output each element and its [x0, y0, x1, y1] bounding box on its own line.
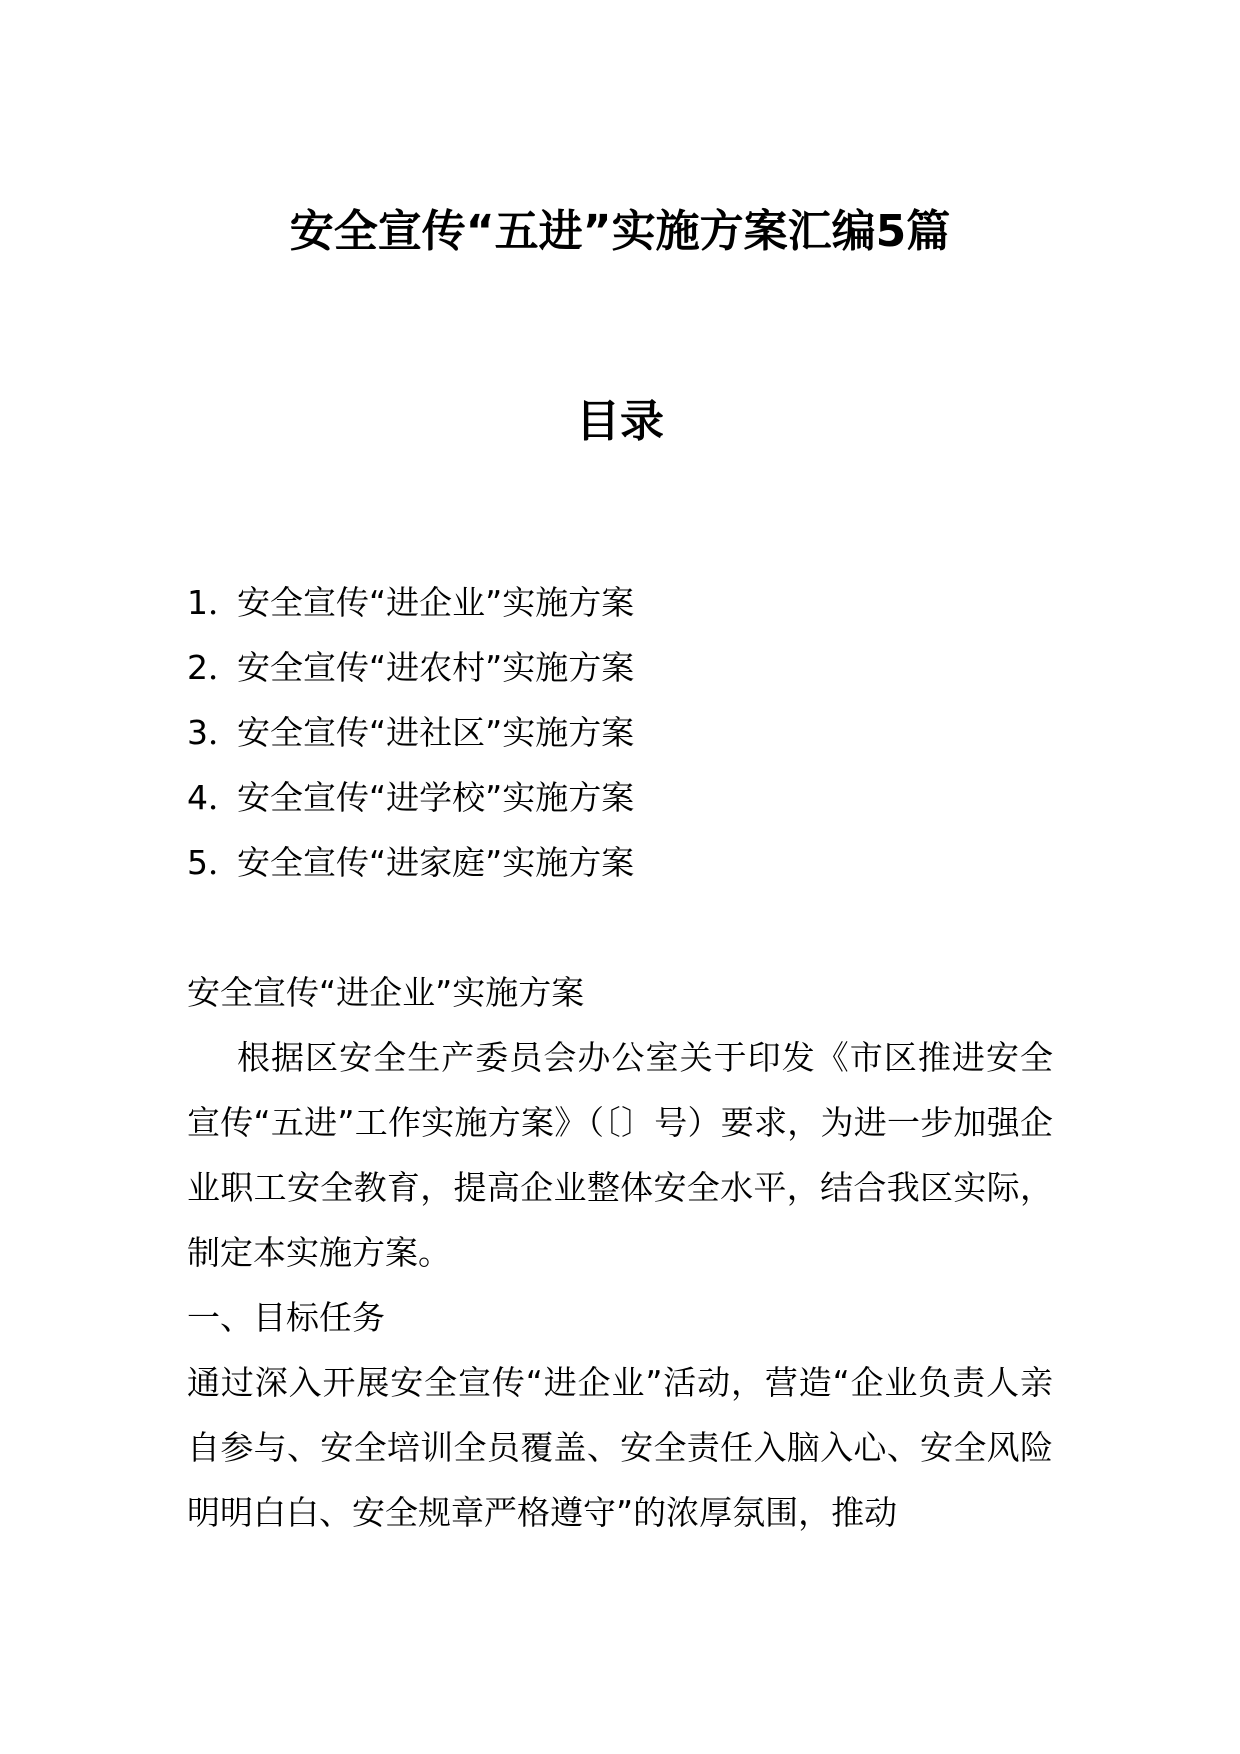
toc-item-text: 安全宣传“进学校”实施方案 — [237, 778, 635, 817]
document-body — [187, 960, 1053, 1545]
toc-item-number: 2． — [187, 648, 241, 687]
toc-item — [187, 700, 634, 765]
toc-item — [187, 635, 634, 700]
document-title: 安全宣传“五进”实施方案汇编5篇 — [289, 206, 951, 257]
intro-paragraph: 根据区安全生产委员会办公室关于印发《市区推进安全宣传“五进”工作实施方案》（〔〕号）要求，为进一步加强企业职工安全教育，提高企业整体安全水平，结合我区实际，制定本实施方案。 — [187, 1038, 1053, 1272]
section-heading: 一、目标任务 — [187, 1298, 385, 1337]
toc-item-text: 安全宣传“进社区”实施方案 — [237, 713, 635, 752]
toc-heading: 目录 — [576, 396, 664, 447]
toc-item-text: 安全宣传“进农村”实施方案 — [237, 648, 635, 687]
toc-item — [187, 570, 634, 635]
goal-paragraph: 通过深入开展安全宣传“进企业”活动，营造“企业负责人亲自参与、安全培训全员覆盖、安全责任入脑入心、安全风险明明白白、安全规章严格遵守”的浓厚氛围，推动 — [187, 1363, 1053, 1532]
toc-item-number: 5． — [187, 843, 241, 882]
section-title: 安全宣传“进企业”实施方案 — [187, 973, 585, 1012]
toc-item-text: 安全宣传“进家庭”实施方案 — [237, 843, 635, 882]
toc-item-text: 安全宣传“进企业”实施方案 — [237, 583, 635, 622]
toc-item-number: 4． — [187, 778, 241, 817]
toc-item-number: 3． — [187, 713, 241, 752]
toc-item — [187, 830, 634, 895]
toc-item — [187, 765, 634, 830]
table-of-contents — [187, 570, 634, 895]
toc-item-number: 1． — [187, 583, 241, 622]
